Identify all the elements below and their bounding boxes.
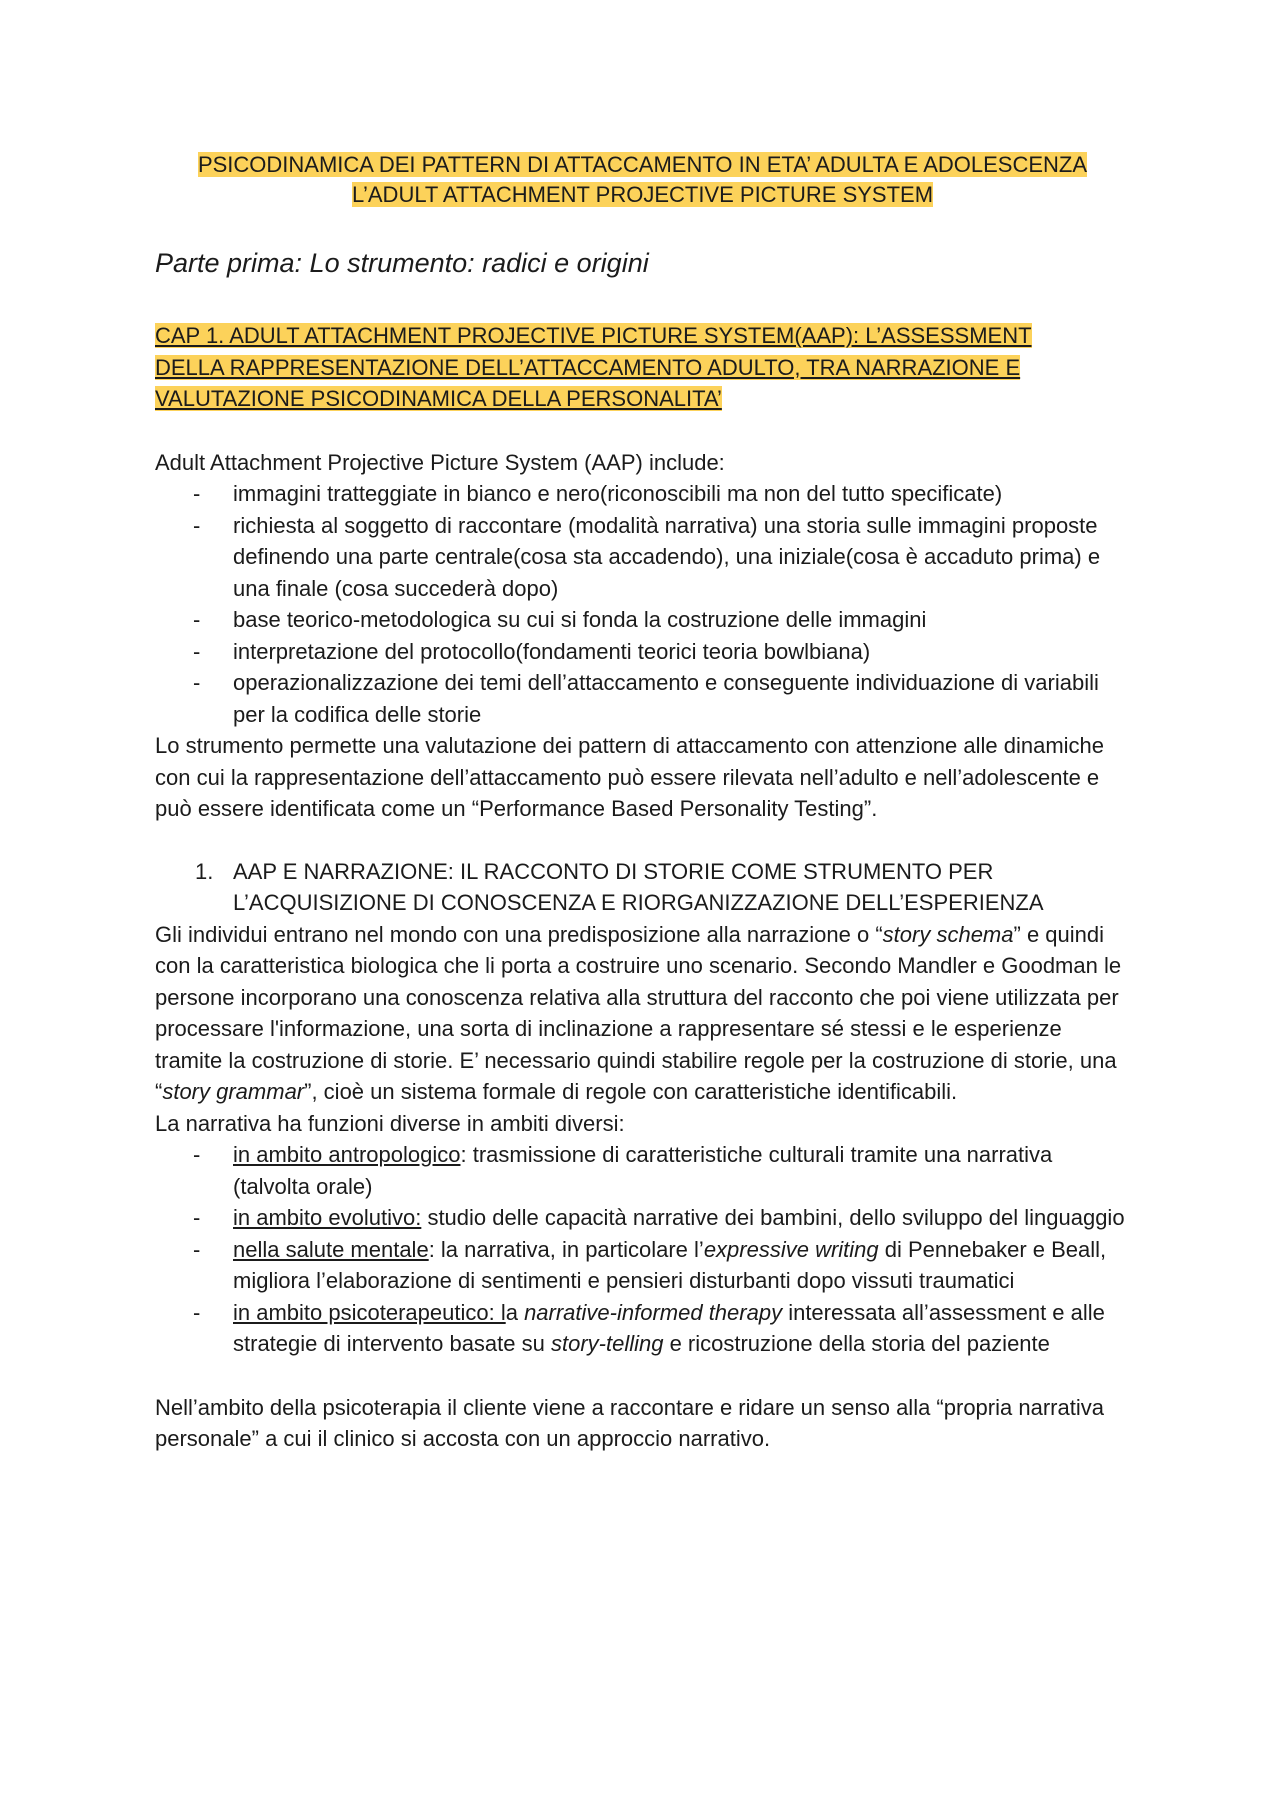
narrative-paragraph — [155, 919, 1130, 1108]
text-run: a — [505, 1299, 525, 1325]
section-title-line-2: L’ACQUISIZIONE DI CONOSCENZA E RIORGANIZZAZIONE DELL’ESPERIENZA — [233, 890, 1044, 915]
list-item — [155, 1234, 1130, 1297]
psychotherapy-paragraph: Nell’ambito della psicoterapia il cliente viene a raccontare e ridare un senso alla “propria narrativa personale” a cui il clinico si accosta con un approccio narrativo. — [155, 1394, 1104, 1451]
text-run: studio delle capacità narrative dei bambini, dello sviluppo del linguaggio — [421, 1205, 1125, 1230]
list-item — [155, 1139, 1130, 1202]
page-content — [155, 150, 1130, 1455]
functions-intro: La narrativa ha funzioni diverse in ambiti diversi: — [155, 1110, 625, 1136]
list-item: - operazionalizzazione dei temi dell’attaccamento e conseguente individuazione di variabili per la codifica delle storie — [155, 667, 1130, 730]
italic-term: narrative-informed therapy — [524, 1299, 783, 1325]
underlined-term: nella salute mentale — [233, 1236, 429, 1262]
underlined-term: in ambito antropologico — [233, 1142, 461, 1167]
text-run: interessata all’assessment e alle strategie di intervento basate su — [233, 1299, 1105, 1356]
document-title — [155, 150, 1130, 210]
italic-term: story schema — [882, 921, 1014, 947]
chapter-line-1: CAP 1. ADULT ATTACHMENT PROJECTIVE PICTURE SYSTEM(AAP): L’ASSESSMENT — [155, 323, 1032, 348]
instrument-paragraph: Lo strumento permette una valutazione dei pattern di attaccamento con attenzione alle dinamiche con cui la rappresentazione dell’attaccamento può essere rilevata nell’adulto e nell’adolescente e può essere identificata come un “Performance Based Personality Testing”. — [155, 733, 1105, 821]
list-item: - immagini tratteggiate in bianco e nero(riconoscibili ma non del tutto specificate) — [155, 478, 1130, 510]
intro-paragraph: Adult Attachment Projective Picture System (AAP) include: — [155, 449, 725, 475]
narrative-functions-list — [155, 1139, 1130, 1360]
text-run: ” e quindi con la caratteristica biologica che li porta a costruire uno scenario. Secondo Mandler e Goodman le persone incorporano una conoscenza relativa alla struttura del racconto che poi viene utilizzata per processare l'informazione, una sorta di inclinazione a rappresentare sé stessi e le esperienze tramite la costruzione di storie. E’ necessario quindi stabilire regole per la costruzione di storie, una “ — [155, 921, 1122, 1104]
list-item — [155, 1202, 1130, 1234]
text-run: e ricostruzione della storia del paziente — [663, 1331, 1050, 1356]
list-item: - interpretazione del protocollo(fondamenti teorici teoria bowlbiana) — [155, 636, 1130, 668]
section-number: 1. — [195, 858, 214, 884]
underlined-term: in ambito evolutivo: — [233, 1205, 422, 1230]
list-item — [155, 1297, 1130, 1360]
italic-term: story-telling — [550, 1331, 664, 1356]
section-title-line-1: AAP E NARRAZIONE: IL RACCONTO DI STORIE COME STRUMENTO PER — [233, 858, 994, 884]
text-run: : trasmissione di caratteristiche culturali tramite una narrativa (talvolta orale) — [233, 1142, 1053, 1199]
section-heading-1 — [155, 856, 1130, 919]
list-item: - base teorico-metodologica su cui si fonda la costruzione delle immagini — [155, 604, 1130, 636]
part-heading: Parte prima: Lo strumento: radici e origini — [155, 248, 649, 278]
chapter-line-2: DELLA RAPPRESENTAZIONE DELL’ATTACCAMENTO ADULTO, TRA NARRAZIONE E — [155, 354, 1021, 380]
text-run: : la narrativa, in particolare l’ — [428, 1236, 704, 1262]
underlined-term: in ambito psicoterapeutico: l — [233, 1299, 506, 1325]
text-run: di Pennebaker e Beall, migliora l’elaborazione di sentimenti e pensieri disturbanti dopo vissuti traumatici — [233, 1236, 1107, 1293]
title-line-2: L’ADULT ATTACHMENT PROJECTIVE PICTURE SYSTEM — [351, 182, 934, 207]
text-run: Gli individui entrano nel mondo con una predisposizione alla narrazione o “ — [155, 921, 883, 947]
italic-term: expressive writing — [703, 1236, 879, 1262]
list-item: - richiesta al soggetto di raccontare (modalità narrativa) una storia sulle immagini proposte definendo una parte centrale(cosa sta accadendo), una iniziale(cosa è accaduto prima) e una finale (cosa succederà dopo) — [155, 510, 1130, 605]
aap-feature-list — [155, 478, 1130, 730]
chapter-line-3: VALUTAZIONE PSICODINAMICA DELLA PERSONALITA’ — [155, 386, 722, 411]
italic-term: story grammar — [162, 1079, 305, 1104]
chapter-heading — [155, 320, 1130, 415]
text-run: ”, cioè un sistema formale di regole con caratteristiche identificabili. — [304, 1079, 958, 1104]
title-line-1: PSICODINAMICA DEI PATTERN DI ATTACCAMENTO IN ETA’ ADULTA E ADOLESCENZA — [197, 152, 1088, 177]
